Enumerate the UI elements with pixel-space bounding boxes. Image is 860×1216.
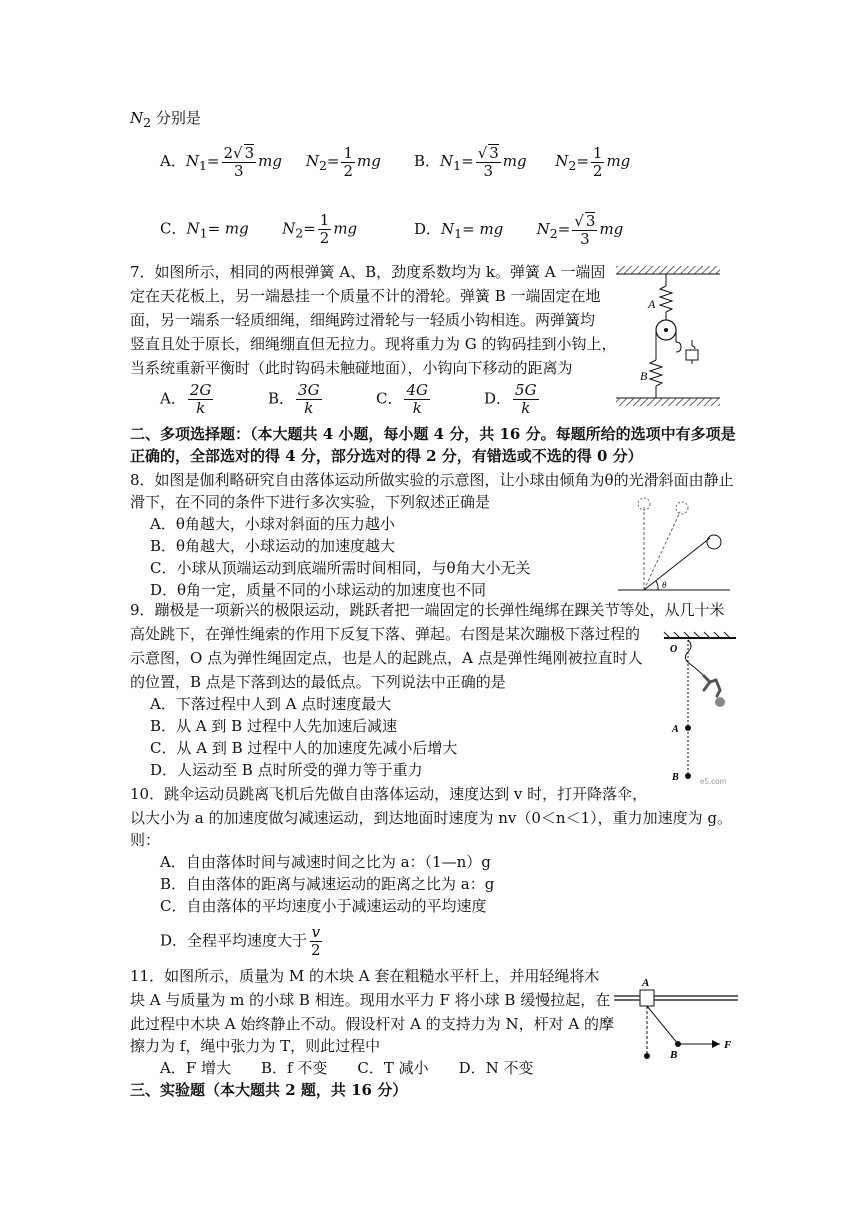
point-a-label: A [672,724,679,735]
q11-options: A．F 增大 B．f 不变 C．T 减小 D．N 不变 [160,1059,534,1077]
q9-bungee-figure [660,630,740,790]
q9-line-4: 的位置，B 点是下落到达的最低点。下列说法中正确的是 [130,673,506,691]
q9-option-d: D．人运动至 B 点时所受的弹力等于重力 [150,761,423,779]
theta-label: θ [662,580,667,590]
q7-line-5: 当系统重新平衡时（此时钩码未触碰地面），小钩向下移动的距离为 [130,359,573,377]
q11-line-2: 块 A 与质量为 m 的小球 B 相连。现用水平力 F 将小球 B 缓慢拉起，在 [130,991,611,1009]
block-a-label: A [642,977,650,989]
q6-option-b: B．$N_1=$ $\frac{√ 3}{3}$ mg $N_2=$ $\frac{1}{2}$ mg [414,143,631,180]
q6-option-a: A．$N_1=$ $\frac{2√ 3}{3}$ mg $N_2=$ $\frac{1}{2}$ mg [160,143,381,180]
point-b-label: B [672,772,679,783]
q11-rod-figure [612,972,742,1062]
spring-b-label: B [640,369,648,383]
q7-spring-pulley-figure [612,264,724,412]
ceiling [616,266,720,274]
q7-line-1: 7．如图所示，相同的两根弹簧 A、B，劲度系数均为 k。弹簧 A 一端固 [130,263,606,281]
q10-option-d: D．全程平均速度大于 $\frac{v}{2}$ [160,923,321,959]
q10-option-b: B．自由落体的距离与减速运动的距离之比为 a：g [160,875,495,893]
q10-line-1: 10．跳伞运动员跳离飞机后先做自由落体运动，速度达到 v 时，打开降落伞， [130,785,648,803]
q6-option-c: C．$N_1=$ mg $N_2=$ $\frac{1}{2}$ mg [160,211,358,247]
q9-option-b: B．从 A 到 B 过程中人先加速后减速 [150,717,397,735]
q8-option-d: D．θ角一定，质量不同的小球运动的加速度也不同 [150,581,487,599]
watermark: e5.com [700,777,727,786]
q9-option-c: C．从 A 到 B 过程中人的加速度先减小后增大 [150,739,458,757]
jumper [704,676,720,696]
spring-b [650,360,662,386]
q11-line-1: 11．如图所示，质量为 M 的木块 A 套在粗糙水平杆上，并用轻绳将木 [130,967,600,985]
q7-option-a: A． $\frac{2G}{k}$ [160,381,212,417]
point-a [685,725,691,731]
q9-line-1: 9．蹦极是一项新兴的极限运动，跳跃者把一端固定的长弹性绳绑在踝关节等处，从几十米 [130,601,725,619]
q8-option-b: B．θ角越大，小球运动的加速度越大 [150,537,396,555]
q7-option-d: D． $\frac{5G}{k}$ [484,381,537,417]
q11-line-4: 擦力为 f，绳中张力为 T，则此过程中 [130,1037,381,1055]
q6-tail: $N_2$ 分别是 [130,109,201,130]
q10-option-c: C．自由落体的平均速度小于减速运动的平均速度 [160,897,487,915]
weight [686,350,698,360]
q6-option-d: D．$N_1=$ mg $N_2=$ $\frac{√ 3}{3}$ mg [414,212,624,248]
q8-line-2: 滑下，在不同的条件下进行多次实验，下列叙述正确是 [130,493,491,511]
rope [647,1006,678,1044]
block-a [640,990,654,1006]
point-b [685,773,691,779]
spring-a-label: A [648,297,656,311]
spring-a [660,286,672,312]
ball-b-label: B [670,1049,678,1061]
q9-line-3: 示意图，O 点为弹性绳固定点，也是人的起跳点，A 点是弹性绳刚被拉直时人 [130,649,643,667]
q7-line-4: 竖直且处于原长，细绳绷直但无拉力。现将重力为 G 的钩码挂到小钩上， [130,335,617,353]
q7-option-c: C． $\frac{4G}{k}$ [376,381,429,417]
q10-line-2: 以大小为 a 的加速度做匀减速运动，到达地面时速度为 nv（0＜n＜1），重力加速度为 g。 [130,809,733,827]
q7-option-b: B． $\frac{3G}{k}$ [268,381,320,417]
q7-line-2: 定在天花板上，另一端悬挂一个质量不计的滑轮。弹簧 B 一端固定在地 [130,287,601,305]
q8-line-1: 8．如图是伽利略研究自由落体运动所做实验的示意图，让小球由倾角为θ的光滑斜面由静止 [130,471,734,489]
q10-line-3: 则： [130,831,161,849]
q7-line-3: 面，另一端系一轻质细绳，细绳跨过滑轮与一轻质小钩相连。两弹簧均 [130,311,596,329]
q8-incline-figure [614,496,734,596]
section-2-heading-1: 二、多项选择题：（本大题共 4 小题，每小题 4 分，共 16 分。每题所给的选项中有多项是 [130,425,736,443]
q8-option-c: C．小球从顶端运动到底端所需时间相同，与θ角大小无关 [150,559,531,577]
floor [616,398,720,406]
q10-option-a: A．自由落体时间与减速时间之比为 a：（1—n）g [160,853,491,871]
q9-line-2: 高处跳下，在弹性绳索的作用下反复下落、弹起。右图是某次蹦极下落过程的 [130,625,641,643]
force-f-label: F [724,1039,732,1051]
q9-option-a: A．下落过程中人到 A 点时速度最大 [150,695,392,713]
section-2-heading-2: 正确的，全部选对的得 4 分，部分选对的得 2 分，有错选或不选的得 0 分） [130,447,643,465]
ball [707,535,721,549]
q11-line-3: 此过程中木块 A 始终静止不动。假设杆对 A 的支持力为 N，杆对 A 的摩 [130,1015,615,1033]
q8-option-a: A．θ角越大，小球对斜面的压力越小 [150,515,395,533]
hook [676,342,681,352]
section-3-heading: 三、实验题（本大题共 2 题，共 16 分） [130,1081,408,1099]
point-o-label: O [670,644,678,655]
